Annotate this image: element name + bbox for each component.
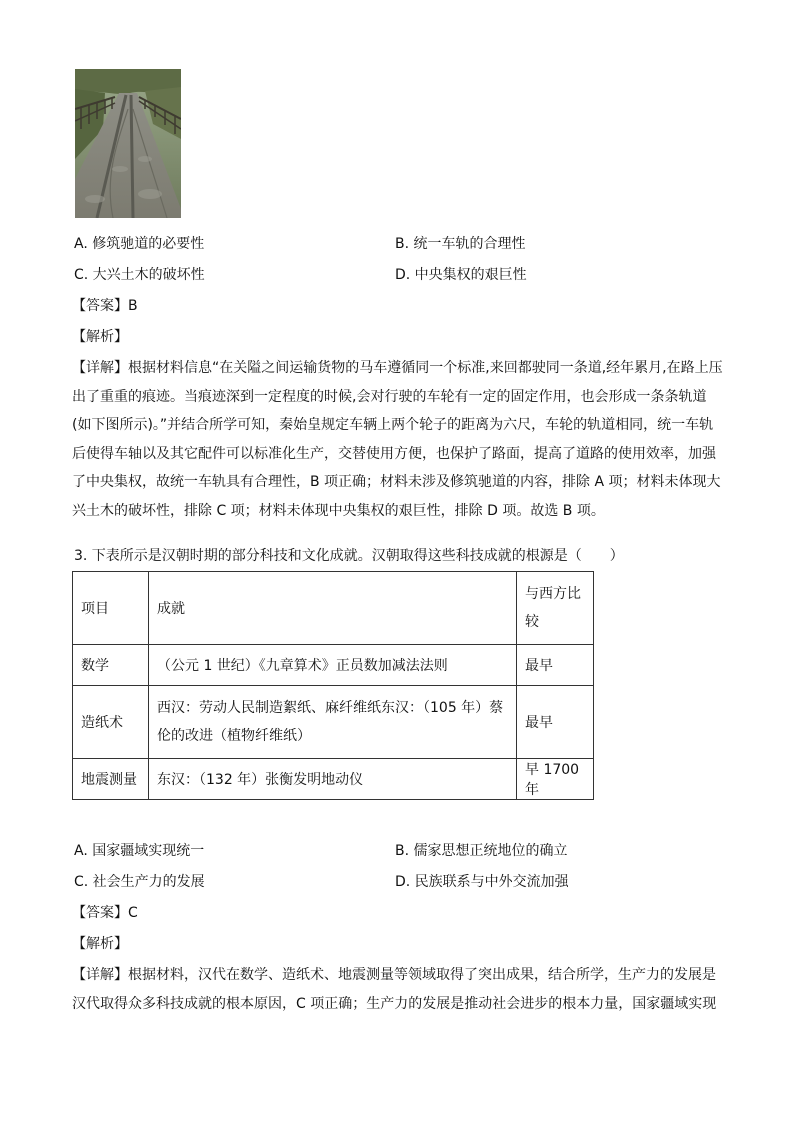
table-row: [73, 686, 594, 759]
table-cell-item: 造纸术: [73, 686, 149, 759]
table-cell-item: 地震测量: [73, 759, 149, 800]
q3-achievements-table: [72, 571, 594, 800]
q2-detail-line: (如下图所示)。”并结合所学可知，秦始皇规定车辆上两个轮子的距离为六尺，车轮的轨道相同，统一车轨: [72, 417, 714, 433]
table-cell-item: 数学: [73, 645, 149, 686]
ancient-road-photo: [75, 69, 181, 218]
table-cell-compare: 最早: [517, 686, 594, 759]
q2-detail: [72, 354, 722, 525]
table-header-item: 项目: [73, 572, 149, 645]
table-cell-achievement: （公元 1 世纪）《九章算术》正员数加减法法则: [149, 645, 517, 686]
q2-option-d: D. 中央集权的艰巨性: [395, 267, 527, 283]
q3-analysis-label: 【解析】: [72, 936, 128, 952]
table-header-compare-line2: 较: [525, 614, 539, 630]
q2-detail-line: 后使得车轴以及其它配件可以标准化生产，交替使用方便，也保护了路面，提高了道路的使用效率，加强: [72, 445, 716, 462]
q3-answer: 【答案】C: [72, 905, 138, 921]
table-cell-achievement: [149, 686, 517, 759]
q2-detail-line: 了中央集权，故统一车轨具有合理性，B 项正确；材料未涉及修筑驰道的内容，排除 A 项；材料未体现大: [72, 474, 721, 490]
q3-stem: 3. 下表所示是汉朝时期的部分科技和文化成就。汉朝取得这些科技成就的根源是（ ）: [74, 548, 624, 564]
table-header-compare: [517, 572, 594, 645]
q3-option-a: A. 国家疆域实现统一: [74, 843, 205, 859]
table-cell-compare: 早 1700 年: [517, 759, 594, 800]
table-cell-compare: 最早: [517, 645, 594, 686]
q3-option-c: C. 社会生产力的发展: [74, 874, 205, 890]
q2-option-c: C. 大兴土木的破坏性: [74, 267, 205, 283]
table-cell-achievement-line1: 西汉：劳动人民制造絮纸、麻纤维纸东汉：（105 年）蔡: [157, 700, 504, 716]
table-header-row: [73, 572, 594, 645]
q2-answer: 【答案】B: [72, 298, 138, 314]
table-cell-achievement-line2: 伦的改进（植物纤维纸）: [157, 728, 311, 744]
table-cell-achievement: 东汉：（132 年）张衡发明地动仪: [149, 759, 517, 800]
q3-option-d: D. 民族联系与中外交流加强: [395, 874, 569, 890]
table-row: [73, 759, 594, 800]
table-row: [73, 645, 594, 686]
q2-option-a: A. 修筑驰道的必要性: [74, 236, 205, 252]
q2-analysis-label: 【解析】: [72, 329, 128, 345]
q3-option-b: B. 儒家思想正统地位的确立: [395, 843, 568, 859]
table-header-achievement: 成就: [149, 572, 517, 645]
q2-option-b: B. 统一车轨的合理性: [395, 236, 526, 252]
q2-detail-line: 兴土木的破坏性，排除 C 项；材料未体现中央集权的艰巨性，排除 D 项。故选 B 项。: [72, 502, 605, 519]
q3-detail: [72, 961, 722, 1018]
q3-detail-line: 汉代取得众多科技成就的根本原因，C 项正确；生产力的发展是推动社会进步的根本力量，国家疆域实现: [72, 995, 717, 1012]
table-header-compare-line1: 与西方比: [525, 586, 581, 602]
q3-detail-line: 【详解】根据材料，汉代在数学、造纸术、地震测量等领域取得了突出成果，结合所学，生产力的发展是: [72, 967, 716, 983]
q2-detail-line: 【详解】根据材料信息“在关隘之间运输货物的马车遵循同一个标准,来回都驶同一条道,经年累月,在路上压: [72, 360, 723, 376]
q2-detail-line: 出了重重的痕迹。当痕迹深到一定程度的时候,会对行驶的车轮有一定的固定作用，也会形成一条条轨道: [72, 388, 707, 405]
